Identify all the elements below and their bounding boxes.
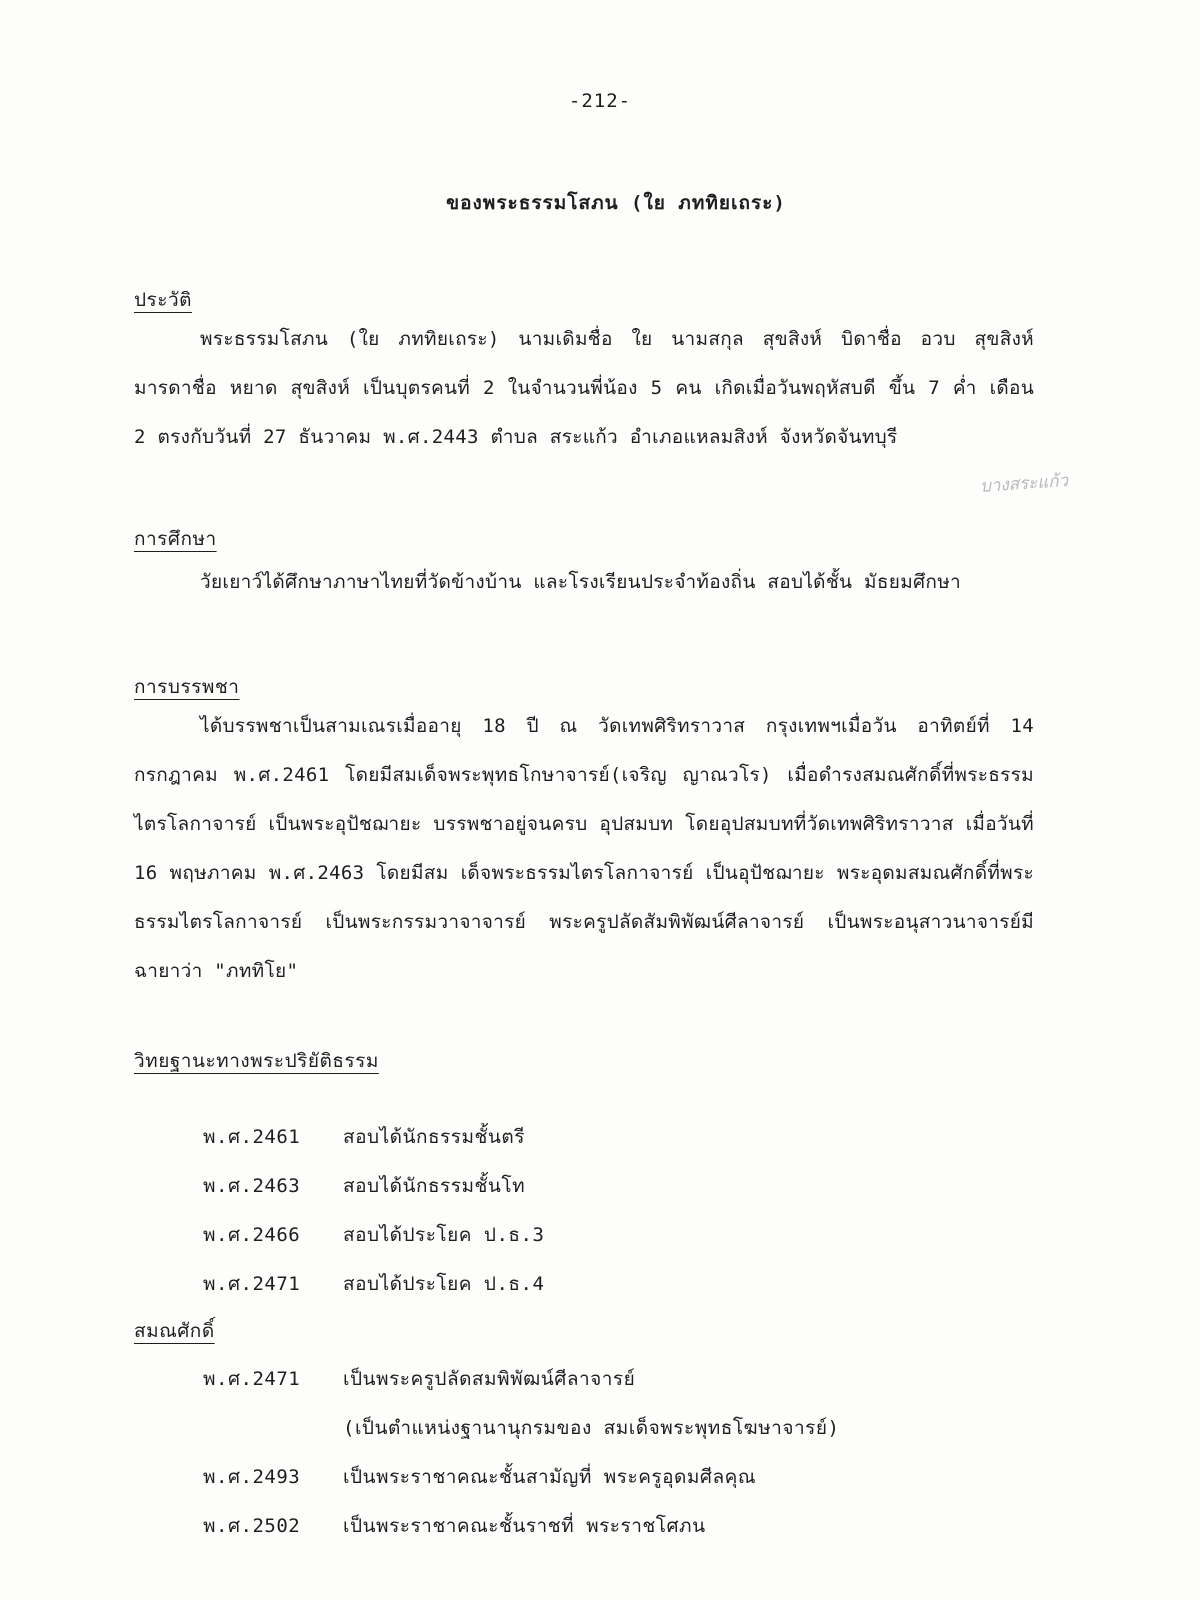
list-item-text: สอบได้ประโยค ป.ธ.4: [343, 1273, 545, 1295]
list-item: [203, 1462, 756, 1492]
paragraph-ordination: [134, 702, 1034, 996]
list-item: [203, 1220, 544, 1250]
paragraph-ordination-text: ได้บรรพชาเป็นสามเณรเมื่ออายุ 18 ปี ณ วัดเทพศิริทราวาส กรุงเทพฯเมื่อวัน อาทิตย์ที่ 14 กรกฎาคม พ.ศ.2461 โดยมีสมเด็จพระพุทธโกษาจารย์(เจริญ ญาณวโร) เมื่อดำรงสมณศักดิ์ที่พระธรรมไตรโลกาจารย์ เป็นพระอุปัชฌายะ บรรพชาอยู่จนครบ อุปสมบท โดยอุปสมบทที่วัดเทพศิริทราวาส เมื่อวันที่ 16 พฤษภาคม พ.ศ.2463 โดยมีสม เด็จพระธรรมไตรโลกาจารย์ เป็นอุปัชฌายะ พระอุดมสมณศักดิ์ที่พระธรรมไตรโลกาจารย์ เป็นพระกรรมวาจาจารย์ พระครูปลัดสัมพิพัฒน์ศีลาจารย์ เป็นพระอนุสาวนาจารย์มีฉายาว่า "ภททิโย": [134, 715, 1034, 982]
heading-ordination: การบรรพชา: [134, 676, 240, 698]
list-item-text: เป็นพระครูปลัดสมพิพัฒน์ศีลาจารย์: [343, 1368, 636, 1390]
list-item-text: สอบได้นักธรรมชั้นตรี: [343, 1126, 525, 1148]
list-item-year: พ.ศ.2502: [203, 1515, 301, 1537]
heading-rank: สมณศักดิ์: [134, 1320, 215, 1342]
paragraph-history: [134, 315, 1034, 462]
list-item-year: พ.ศ.2461: [203, 1126, 301, 1148]
list-item-year: พ.ศ.2466: [203, 1224, 301, 1246]
handwritten-margin-note: บางสระแก้ว: [979, 470, 1069, 498]
heading-history: ประวัติ: [134, 289, 192, 311]
paragraph-education: [134, 558, 1034, 607]
list-item: [203, 1122, 525, 1152]
list-item-text: เป็นพระราชาคณะชั้นราชที่ พระราชโศภน: [343, 1515, 706, 1537]
list-item-year: พ.ศ.2493: [203, 1466, 301, 1488]
list-item: [203, 1364, 635, 1394]
paragraph-history-text: พระธรรมโสภน (ใย ภททิยเถระ) นามเดิมชื่อ ใย นามสกุล สุขสิงห์ บิดาชื่อ อวบ สุขสิงห์ มารดาชื่อ หยาด สุขสิงห์ เป็นบุตรคนที่ 2 ในจำนวนพี่น้อง 5 คน เกิดเมื่อวันพฤหัสบดี ขึ้น 7 ค่ำ เดือน 2 ตรงกับวันที่ 27 ธันวาคม พ.ศ.2443 ตำบล สระแก้ว อำเภอแหลมสิงห์ จังหวัดจันทบุรี: [134, 328, 1034, 448]
heading-education: การศึกษา: [134, 528, 217, 550]
list-item-text: เป็นพระราชาคณะชั้นสามัญที่ พระครูอุดมศีลคุณ: [343, 1466, 756, 1488]
list-item: [203, 1511, 706, 1541]
list-item: [203, 1171, 525, 1201]
heading-dharma-qualifications: วิทยฐานะทางพระปริยัติธรรม: [134, 1050, 379, 1072]
page-number: -212-: [568, 90, 632, 112]
list-item-year: พ.ศ.2471: [203, 1273, 301, 1295]
paragraph-education-text: วัยเยาว์ได้ศึกษาภาษาไทยที่วัดข้างบ้าน และโรงเรียนประจำท้องถิ่น สอบได้ชั้น มัธยมศึกษา: [200, 571, 961, 593]
list-item: [203, 1269, 544, 1299]
list-item-year: พ.ศ.2471: [203, 1368, 301, 1390]
list-item-text: สอบได้นักธรรมชั้นโท: [343, 1175, 526, 1197]
list-item-text: สอบได้ประโยค ป.ธ.3: [343, 1224, 545, 1246]
list-item-subnote: (เป็นตำแหน่งฐานานุกรมของ สมเด็จพระพุทธโฆษาจารย์): [343, 1417, 840, 1439]
list-item-year: พ.ศ.2463: [203, 1175, 301, 1197]
document-title: ของพระธรรมโสภน (ใย ภททิยเถระ): [446, 192, 786, 214]
